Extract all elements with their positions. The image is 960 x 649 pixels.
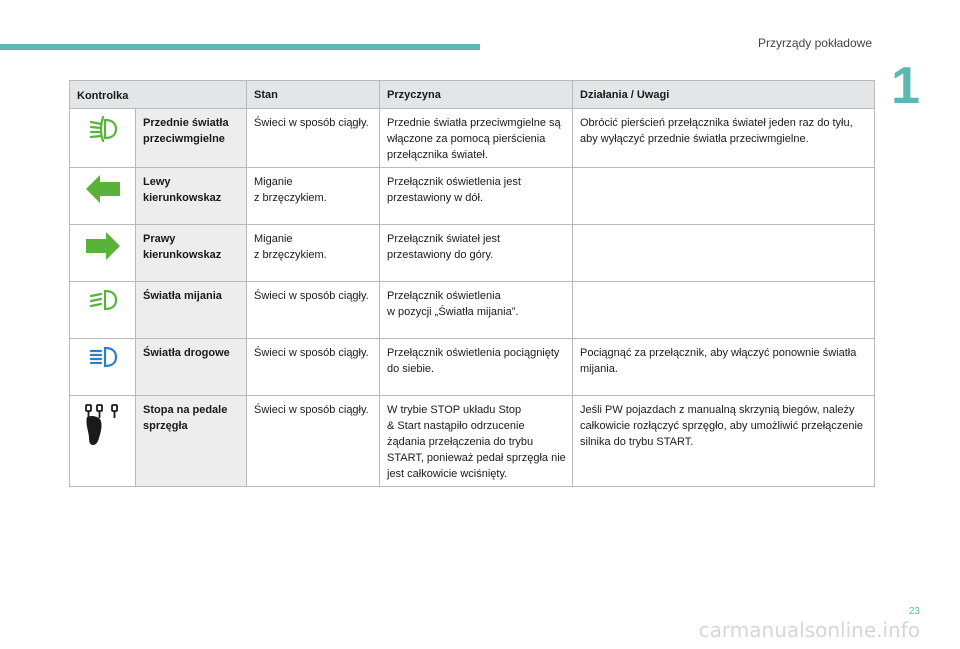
indicator-cause: Przednie światła przeciwmgielne są włączone za pomocą pierścienia przełącznika świateł. xyxy=(380,109,573,168)
page-number: 23 xyxy=(908,606,920,617)
indicator-cause: Przełącznik oświetlenia pociągnięty do siebie. xyxy=(380,339,573,396)
icon-cell xyxy=(70,339,136,396)
right-arrow-icon xyxy=(85,231,121,261)
icon-cell xyxy=(70,282,136,339)
table-row xyxy=(70,339,875,396)
high-beam-icon xyxy=(88,345,118,369)
indicator-name: Prawy kierunkowskaz xyxy=(136,225,247,282)
indicator-actions xyxy=(573,225,875,282)
watermark: carmanualsonline.info xyxy=(698,618,920,642)
indicator-state: Świeci w sposób ciągły. xyxy=(247,109,380,168)
col-header-przyczyna: Przyczyna xyxy=(380,81,573,109)
icon-cell xyxy=(70,225,136,282)
icon-cell xyxy=(70,109,136,168)
icon-cell xyxy=(70,396,136,487)
indicator-state: Świeci w sposób ciągły. xyxy=(247,282,380,339)
indicator-cause: Przełącznik oświetlenia jest przestawiony w dół. xyxy=(380,168,573,225)
warning-lights-table xyxy=(69,80,875,487)
indicator-state: Miganie z brzęczykiem. xyxy=(247,168,380,225)
table-row xyxy=(70,282,875,339)
table-row xyxy=(70,225,875,282)
low-beam-icon xyxy=(88,288,118,312)
indicator-actions: Obrócić pierścień przełącznika świateł jeden raz do tyłu, aby wyłączyć przednie światła przeciwmgielne. xyxy=(573,109,875,168)
table-header-row xyxy=(70,81,875,109)
section-title: Przyrządy pokładowe xyxy=(757,36,872,50)
table-row xyxy=(70,396,875,487)
col-header-stan: Stan xyxy=(247,81,380,109)
left-arrow-icon xyxy=(85,174,121,204)
indicator-actions xyxy=(573,282,875,339)
col-header-dzialania: Działania / Uwagi xyxy=(573,81,875,109)
header-accent-bar xyxy=(0,44,480,50)
indicator-cause: W trybie STOP układu Stop & Start nastąpiło odrzucenie żądania przełączenia do trybu START, ponieważ pedał sprzęgła nie jest całkowicie wciśnięty. xyxy=(380,396,573,487)
indicator-cause: Przełącznik oświetlenia w pozycji „Światła mijania”. xyxy=(380,282,573,339)
indicator-actions xyxy=(573,168,875,225)
indicator-cause: Przełącznik świateł jest przestawiony do góry. xyxy=(380,225,573,282)
indicator-name: Przednie światła przeciwmgielne xyxy=(136,109,247,168)
indicator-state: Miganie z brzęczykiem. xyxy=(247,225,380,282)
chapter-number: 1 xyxy=(891,57,920,115)
indicator-actions: Pociągnąć za przełącznik, aby włączyć ponownie światła mijania. xyxy=(573,339,875,396)
front-fog-light-icon xyxy=(88,115,118,143)
table-row xyxy=(70,168,875,225)
indicator-actions: Jeśli PW pojazdach z manualną skrzynią biegów, należy całkowicie rozłączyć sprzęgło, aby umożliwić przełączenie silnika do trybu START. xyxy=(573,396,875,487)
indicator-name: Światła drogowe xyxy=(136,339,247,396)
icon-cell xyxy=(70,168,136,225)
indicator-name: Stopa na pedale sprzęgła xyxy=(136,396,247,487)
table-row xyxy=(70,109,875,168)
col-header-kontrolka: Kontrolka xyxy=(70,81,247,109)
indicator-name: Światła mijania xyxy=(136,282,247,339)
indicator-name: Lewy kierunkowskaz xyxy=(136,168,247,225)
indicator-state: Świeci w sposób ciągły. xyxy=(247,396,380,487)
indicator-state: Świeci w sposób ciągły. xyxy=(247,339,380,396)
clutch-pedal-foot-icon xyxy=(83,402,123,446)
